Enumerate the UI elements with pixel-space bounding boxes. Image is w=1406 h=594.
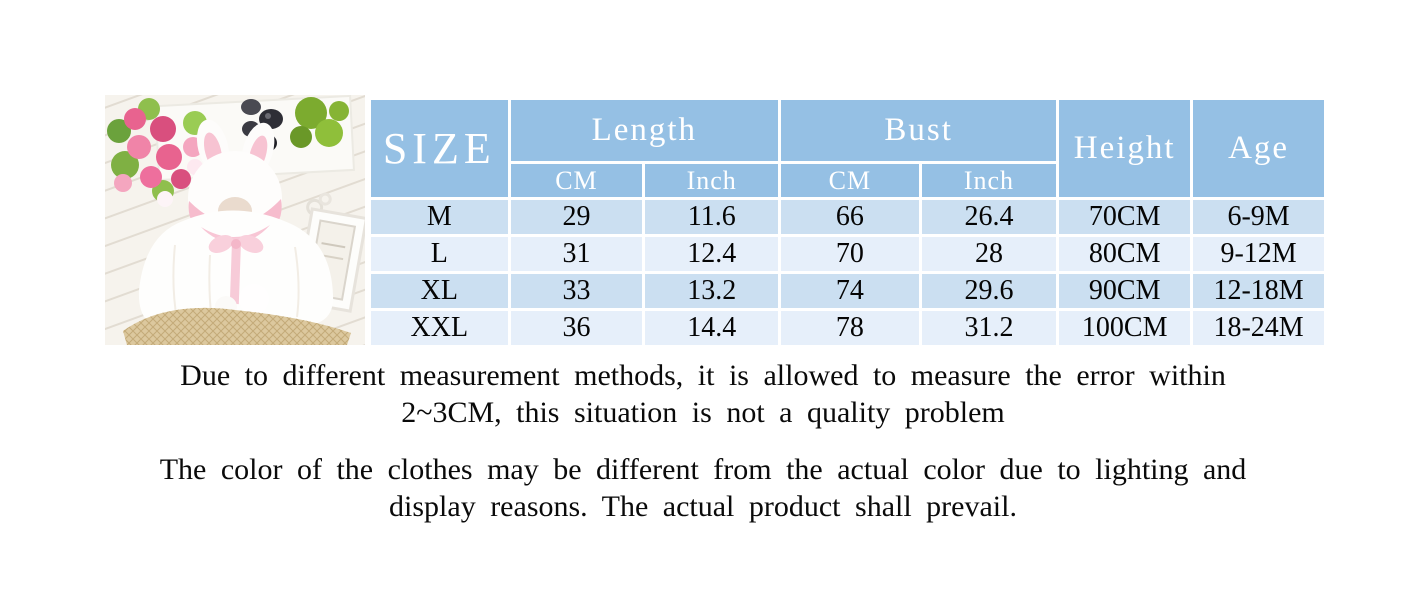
cell-length-inch: 12.4 (644, 236, 780, 273)
cell-age: 6-9M (1192, 199, 1326, 236)
measurement-disclaimer (0, 357, 1406, 431)
cell-bust-cm: 78 (780, 310, 921, 347)
length-inch-subheader: Inch (644, 163, 780, 199)
cell-age: 18-24M (1192, 310, 1326, 347)
cell-size: L (370, 236, 510, 273)
cell-bust-cm: 74 (780, 273, 921, 310)
cell-height: 90CM (1058, 273, 1192, 310)
cell-length-inch: 14.4 (644, 310, 780, 347)
cell-size: M (370, 199, 510, 236)
header-row-groups (370, 99, 1326, 163)
cell-age: 9-12M (1192, 236, 1326, 273)
product-photo (105, 95, 365, 345)
cell-bust-inch: 28 (920, 236, 1058, 273)
cell-length-cm: 29 (509, 199, 644, 236)
cell-age: 12-18M (1192, 273, 1326, 310)
cell-length-inch: 11.6 (644, 199, 780, 236)
measurement-disclaimer-line1: Due to different measurement methods, it is allowed to measure the error within (180, 359, 1226, 392)
col-header-height: Height (1058, 99, 1192, 199)
length-cm-subheader: CM (509, 163, 644, 199)
cell-length-cm: 36 (509, 310, 644, 347)
col-header-bust: Bust (780, 99, 1058, 163)
table-row-xl (370, 273, 1326, 310)
product-photo-scene (105, 95, 365, 345)
bust-cm-subheader: CM (780, 163, 921, 199)
size-chart-table (368, 97, 1327, 348)
cell-height: 70CM (1058, 199, 1192, 236)
color-disclaimer (0, 451, 1406, 525)
cell-length-cm: 33 (509, 273, 644, 310)
cell-bust-cm: 66 (780, 199, 921, 236)
col-header-age: Age (1192, 99, 1326, 199)
col-header-length: Length (509, 99, 780, 163)
cell-size: XXL (370, 310, 510, 347)
bust-inch-subheader: Inch (920, 163, 1058, 199)
cell-bust-inch: 31.2 (920, 310, 1058, 347)
cell-bust-inch: 26.4 (920, 199, 1058, 236)
color-disclaimer-line1: The color of the clothes may be different from the actual color due to lighting and (159, 453, 1247, 486)
table-row-xxl (370, 310, 1326, 347)
measurement-disclaimer-line2: 2~3CM, this situation is not a quality problem (401, 396, 1005, 429)
cell-length-inch: 13.2 (644, 273, 780, 310)
cell-height: 80CM (1058, 236, 1192, 273)
cell-bust-inch: 29.6 (920, 273, 1058, 310)
col-header-size: SIZE (370, 99, 510, 199)
table-row-m (370, 199, 1326, 236)
cell-length-cm: 31 (509, 236, 644, 273)
cell-size: XL (370, 273, 510, 310)
cell-bust-cm: 70 (780, 236, 921, 273)
cell-height: 100CM (1058, 310, 1192, 347)
table-row-l (370, 236, 1326, 273)
color-disclaimer-line2: display reasons. The actual product shall prevail. (389, 490, 1017, 523)
